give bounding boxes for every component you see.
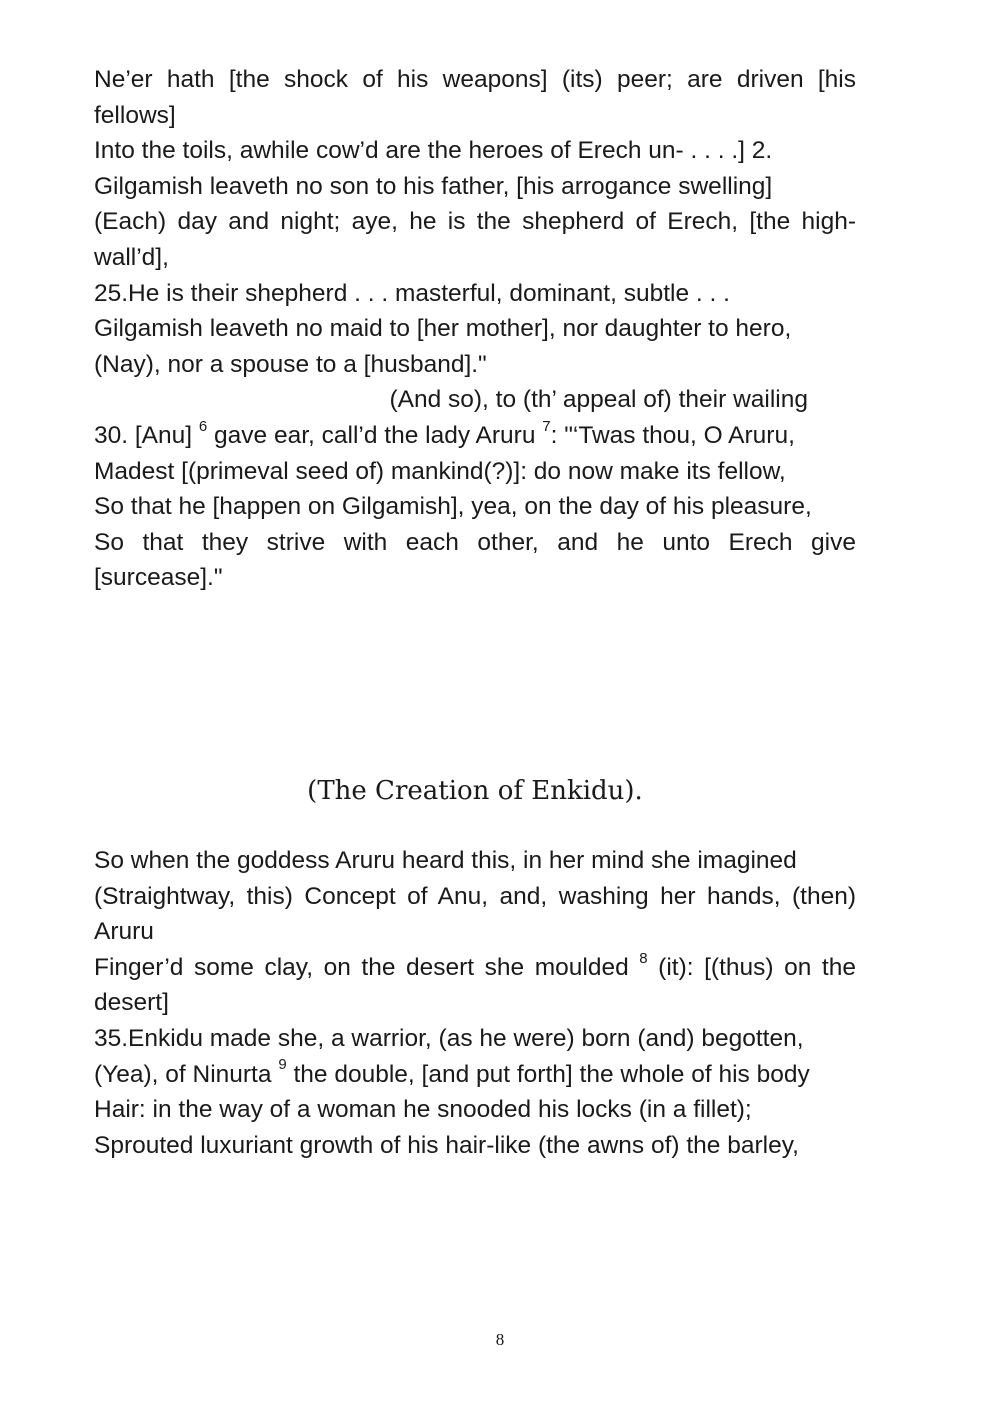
footnote-ref-6[interactable]: 6 <box>198 417 208 435</box>
section-heading: (The Creation of Enkidu). <box>307 776 643 806</box>
verse-line: Madest [(primeval seed of) mankind(?)]: do now make its fellow, <box>94 457 786 485</box>
verse-line: Hair: in the way of a woman he snooded his locks (in a fillet); <box>94 1096 752 1124</box>
verse-line-anu <box>94 418 856 454</box>
verse-line: (Each) day and night; aye, he is the shepherd of Erech, [the high-wall’d], <box>94 208 856 271</box>
verse-line: Ne’er hath [the shock of his weapons] (its) peer; are driven [his fellows] <box>94 66 856 129</box>
verse-line: So that he [happen on Gilgamish], yea, on the day of his pleasure, <box>94 493 812 521</box>
anu-line-end: : "‘Twas thou, O Aruru, <box>550 421 795 449</box>
ninurta-line-start: (Yea), of Ninurta <box>94 1060 272 1088</box>
verse-line: 35.Enkidu made she, a warrior, (as he were) born (and) begotten, <box>94 1024 804 1052</box>
verse-line: (Straightway, this) Concept of Anu, and, washing her hands, (then) Aruru <box>94 882 856 946</box>
verse-line: (Nay), nor a spouse to a [husband]." <box>94 350 487 378</box>
indented-verse-line: (And so), to (th’ appeal of) their wailing <box>389 386 808 414</box>
verse-line-ninurta <box>94 1057 856 1093</box>
footnote-ref-7[interactable]: 7 <box>542 417 551 435</box>
footnote-ref-8[interactable]: 8 <box>639 949 648 967</box>
ninurta-line-end: the double, [and put forth] the whole of his body <box>293 1060 810 1088</box>
poem-text-lower <box>94 843 856 1163</box>
verse-line: 25.He is their shepherd . . . masterful, dominant, subtle . . . <box>94 279 730 307</box>
verse-line: So when the goddess Aruru heard this, in her mind she imagined <box>94 847 797 874</box>
verse-line: Sprouted luxuriant growth of his hair-like (the awns of) the barley, <box>94 1131 799 1159</box>
finger-line-end: (it): [(thus) on the desert] <box>94 953 856 1017</box>
footnote-ref-9[interactable]: 9 <box>278 1056 287 1074</box>
verse-line: Into the toils, awhile cow’d are the heroes of Erech un- . . . .] 2. <box>94 137 773 165</box>
finger-line-start: Finger’d some clay, on the desert she moulded <box>94 953 629 981</box>
page-number: 8 <box>495 1330 505 1349</box>
anu-line-start: 30. [Anu] <box>94 421 193 449</box>
anu-line-middle: gave ear, call’d the lady Aruru <box>214 421 536 449</box>
poem-text-upper <box>94 62 856 596</box>
verse-line: So that they strive with each other, and he unto Erech give [surcease]." <box>94 528 856 592</box>
verse-line-finger <box>94 950 856 1021</box>
verse-line: Gilgamish leaveth no maid to [her mother], nor daughter to hero, <box>94 315 792 343</box>
verse-line: Gilgamish leaveth no son to his father, [his arrogance swelling] <box>94 172 773 200</box>
